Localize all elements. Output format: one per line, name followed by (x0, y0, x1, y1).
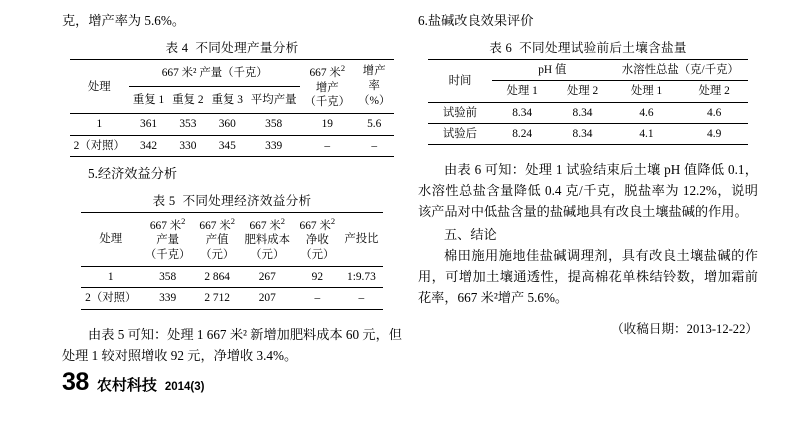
table4-header-process: 处理 (70, 60, 129, 114)
table-row (81, 267, 383, 288)
section-heading-6: 6.盐碱改良效果评价 (418, 13, 534, 28)
table6-sub-salt-t1: 处理 1 (613, 81, 681, 102)
cell: 4.9 (707, 127, 722, 140)
table6-sub-ph-t2: 处理 2 (552, 81, 612, 102)
cell: 8.24 (512, 127, 533, 140)
table4-header-rep3: 重复 3 (208, 87, 247, 114)
cell: 4.6 (613, 102, 681, 123)
cell: 8.34 (492, 102, 552, 123)
table4-caption (62, 37, 402, 56)
cell: 339 (265, 139, 283, 152)
cell: 361 (129, 114, 168, 135)
table5 (81, 212, 383, 310)
left-paragraph-analysis: 由表 5 可知：处理 1 667 米² 新增加肥料成本 60 元，但处理 1 较对照增收 92 元，净增收 3.4%。 (62, 326, 402, 363)
table4-caption-title: 不同处理产量分析 (195, 41, 299, 55)
cell: 4.6 (680, 102, 748, 123)
table4-group-header: 667 米² 产量（千克） (129, 60, 301, 87)
table6-caption (418, 37, 758, 56)
cell: – (324, 139, 331, 152)
cell: – (371, 139, 378, 152)
table-row (428, 123, 748, 144)
cell: 8.34 (552, 102, 612, 123)
table6-header-time: 时间 (428, 60, 492, 103)
cell: 4.1 (639, 127, 654, 140)
table-row (70, 60, 395, 87)
table6 (428, 59, 748, 145)
continued-paragraph: 克，增产率为 5.6%。 (62, 13, 186, 28)
table5-header-net-income: 667 米$^2$ 净收 （元） (295, 212, 340, 266)
table5-caption-number: 表 5 (152, 193, 176, 208)
cell: 207 (258, 292, 276, 305)
cell: 267 (240, 267, 295, 288)
table5-header-output-value: 667 米$^2$ 产值 （元） (195, 212, 240, 266)
table-row (81, 212, 383, 266)
table6-group-salt: 水溶性总盐（克/千克） (613, 60, 748, 81)
cell: 1:9.73 (340, 267, 383, 288)
table-row (428, 102, 748, 123)
cell: 8.34 (572, 127, 593, 140)
row-label: 试验后 (442, 127, 478, 140)
section-heading-5: 5.经济效益分析 (88, 165, 178, 181)
table4-header-rate: 增产 率 （%） (354, 60, 394, 114)
table-row (81, 288, 383, 309)
table4-header-rep2: 重复 2 (168, 87, 207, 114)
table6-sub-salt-t2: 处理 2 (680, 81, 748, 102)
table4-header-rep1: 重复 1 (129, 87, 168, 114)
table4 (70, 59, 395, 157)
table4-header-avg: 平均产量 (247, 87, 301, 114)
table5-header-ratio: 产投比 (340, 212, 383, 266)
cell: 92 (295, 267, 340, 288)
table6-caption-title: 不同处理试验前后土壤含盐量 (519, 41, 687, 55)
table4-header-increase: 667 米$^2$ 增产 （千克） (300, 60, 354, 114)
cell: – (314, 292, 321, 305)
page-number: 38 (62, 368, 89, 396)
table4-caption-number: 表 4 (165, 41, 189, 55)
table5-caption (62, 190, 402, 209)
conclusion-heading: 五、结论 (444, 227, 497, 242)
right-paragraph-evaluation: 由表 6 可知：处理 1 试验结束后土壤 pH 值降低 0.1，水溶性总盐含量降低 0.4 克/千克，脱盐率为 12.2%，说明该产品对中低盐含量的盐碱地具有改良土壤盐碱的作用。 (418, 162, 758, 219)
table-row (70, 114, 395, 135)
table5-header-process: 处理 (81, 212, 141, 266)
journal-issue: 2014(3) (164, 381, 205, 393)
table5-header-yield: 667 米$^2$ 产量 （千克） (141, 212, 195, 266)
page-footer (62, 368, 204, 397)
journal-name: 农村科技 (96, 376, 157, 394)
cell: 2（对照） (85, 292, 137, 305)
cell: 1 (81, 267, 141, 288)
table5-header-fert-cost: 667 米$^2$ 肥料成本 （元） (240, 212, 295, 266)
received-date: （收稿日期：2013-12-22） (611, 322, 758, 336)
cell: 353 (168, 114, 207, 135)
cell: 358 (141, 267, 195, 288)
cell: 342 (140, 139, 158, 152)
table6-group-ph: pH 值 (492, 60, 613, 81)
row-label: 试验前 (428, 102, 492, 123)
cell: 2 712 (204, 292, 230, 305)
cell: 2 864 (195, 267, 240, 288)
right-paragraph-conclusion: 棉田施用施地佳盐碱调理剂，具有改良土壤盐碱的作用，可增加土壤通透性，提高棉花单株结铃数，增加霜前花率，667 米²增产 5.6%。 (418, 248, 758, 305)
cell: 360 (208, 114, 247, 135)
cell: – (358, 292, 365, 305)
cell: 358 (247, 114, 301, 135)
cell: 1 (70, 114, 129, 135)
cell: 2（对照） (73, 139, 125, 152)
cell: 339 (159, 292, 177, 305)
cell: 19 (300, 114, 354, 135)
table6-sub-ph-t1: 处理 1 (492, 81, 552, 102)
right-column (418, 10, 758, 350)
cell: 5.6 (354, 114, 394, 135)
left-column (62, 10, 402, 368)
table6-caption-number: 表 6 (489, 41, 513, 55)
table-row (70, 135, 395, 156)
cell: 345 (218, 139, 236, 152)
table5-caption-title: 不同处理经济效益分析 (182, 193, 312, 208)
cell: 330 (179, 139, 197, 152)
table-row (428, 60, 748, 81)
